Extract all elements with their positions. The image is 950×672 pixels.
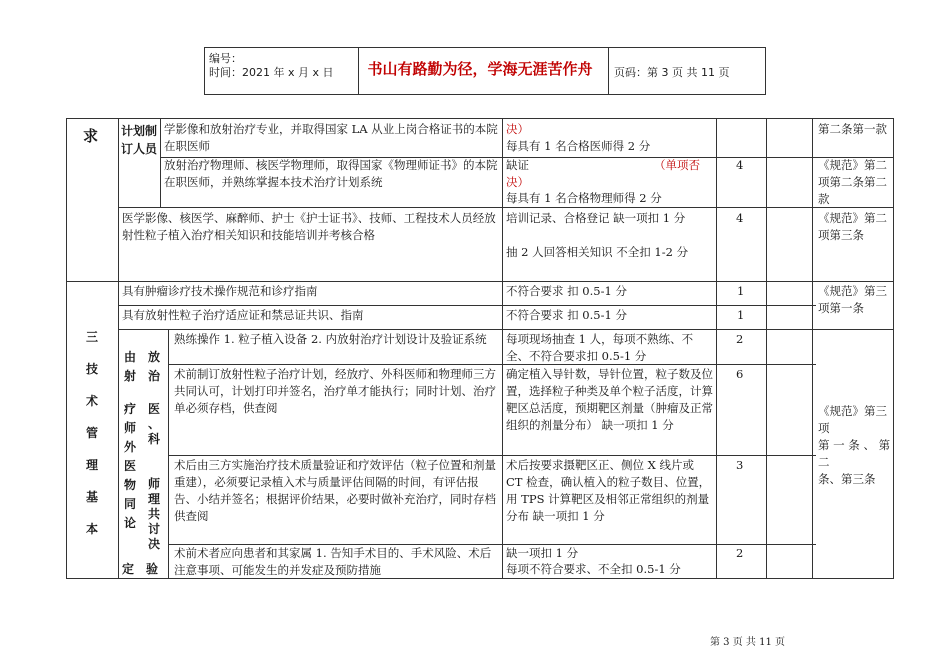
row4-content: 具有肿瘤诊疗技术操作规范和诊疗指南 (122, 284, 318, 298)
row3-score: 4 (736, 211, 744, 225)
section-label-tech-management: 三 技 术 管 理 基 本 (85, 330, 98, 536)
row3-ref: 《规范》第二项第三条 (818, 211, 887, 242)
team-label-tail-b: 验 (146, 562, 159, 576)
row8-score: 3 (736, 458, 744, 472)
row7-score: 6 (736, 367, 744, 381)
row6-9-ref-a: 《规范》第三项 (818, 404, 887, 435)
row3-content: 医学影像、核医学、麻醉师、护士《护士证书》、技师、工程技术人员经放射性粒子植入治疗相关知识和技能培训并考核合格 (122, 211, 496, 242)
row2-std-missing: 缺证 (506, 158, 529, 172)
row1-ref: 第二条第一款 (818, 122, 887, 136)
row6-content: 熟练操作 1. 粒子植入设备 2. 内放射治疗计划设计及验证系统 (174, 332, 487, 346)
row5-score: 1 (737, 308, 745, 322)
row6-9-ref-c: 条、第三条 (818, 472, 876, 486)
row2-ref: 《规范》第二项第二条第二款 (818, 158, 887, 206)
row1-std: 每具有 1 名合格医师得 2 分 (506, 139, 651, 153)
row6-score: 2 (736, 332, 744, 346)
row4-score: 1 (737, 284, 745, 298)
page-footer: 第 3 页 共 11 页 (710, 637, 785, 648)
row5-std: 不符合要求 扣 0.5-1 分 (506, 308, 627, 322)
row9-std-b: 每项不符合要求、不全扣 0.5-1 分 (506, 562, 681, 576)
row6-std: 每项现场抽查 1 人，每项不熟练、不全、不符合要求扣 0.5-1 分 (506, 332, 694, 363)
row9-content: 术前术者应向患者和其家属 1. 告知手术目的、手术风险、术后注意事项、可能发生的并发症及预防措施 (174, 546, 492, 577)
team-label-col-b: 放 治 医 、 科 师 理 共 讨 决 (147, 350, 160, 551)
row3-std-b: 抽 2 人回答相关知识 不全扣 1-2 分 (506, 245, 689, 259)
row8-content: 术后由三方实施治疗技术质量验证和疗效评估（粒子位置和剂量重建），必须要记录植入术与质量评估间隔的时间，有评估报告、小结并签名；根据评价结果，必要时做补充治疗，同时存档供查阅 (174, 458, 496, 523)
row1-std-veto: 决） (506, 122, 529, 136)
row6-9-ref-b: 第 一 条 、 第 二 (818, 438, 891, 469)
team-label-col-a: 由 射 疗 师 外 医 物 同 论 (123, 350, 136, 530)
team-label-tail-a: 定 (122, 562, 135, 576)
row4-std: 不符合要求 扣 0.5-1 分 (506, 284, 627, 298)
page-label: 页码：第 3 页 共 11 页 (614, 66, 730, 79)
row8-std: 术后按要求摄靶区正、侧位 X 线片或 CT 检查，确认植入的粒子数目、位置，用 TPS 计算靶区及相邻正常组织的剂量分布 缺一项扣 1 分 (506, 458, 711, 523)
row5-content: 具有放射性粒子治疗适应证和禁忌证共识、指南 (122, 308, 364, 322)
section-label-requirement: 求 (83, 128, 99, 145)
row9-score: 2 (736, 546, 744, 560)
row2-std-veto: （单项否决） (506, 158, 700, 189)
plan-personnel-label: 计划制订人员 (121, 124, 157, 156)
serial-label: 编号： (209, 52, 242, 65)
row2-std: 每具有 1 名合格物理师得 2 分 (506, 191, 662, 205)
row1-content: 学影像和放射治疗专业，并取得国家 LA 从业上岗合格证书的本院在职医师 (164, 122, 498, 153)
row3-std-a: 培训记录、合格登记 缺一项扣 1 分 (506, 211, 686, 225)
row7-content: 术前制订放射性粒子治疗计划，经放疗、外科医师和物理师三方共同认可，计划打印并签名，治疗单才能执行；同时计划、治疗单必须存档，供查阅 (174, 367, 496, 415)
row2-score: 4 (736, 158, 744, 172)
row9-std-a: 缺一项扣 1 分 (506, 546, 579, 560)
time-label: 时间：2021 年 x 月 x 日 (209, 66, 334, 79)
row7-std: 确定植入导针数，导针位置，粒子数及位置，选择粒子种类及单个粒子活度，计算靶区总活度，预期靶区剂量（肿瘤及正常组织的剂量分布） 缺一项扣 1 分 (506, 367, 713, 432)
row2-content: 放射治疗物理师、核医学物理师，取得国家《物理师证书》的本院在职医师，并熟练掌握本技术治疗计划系统 (164, 158, 498, 189)
motto: 书山有路勤为径，学海无涯苦作舟 (367, 60, 593, 78)
row4-5-ref: 《规范》第三项第一条 (818, 284, 887, 315)
